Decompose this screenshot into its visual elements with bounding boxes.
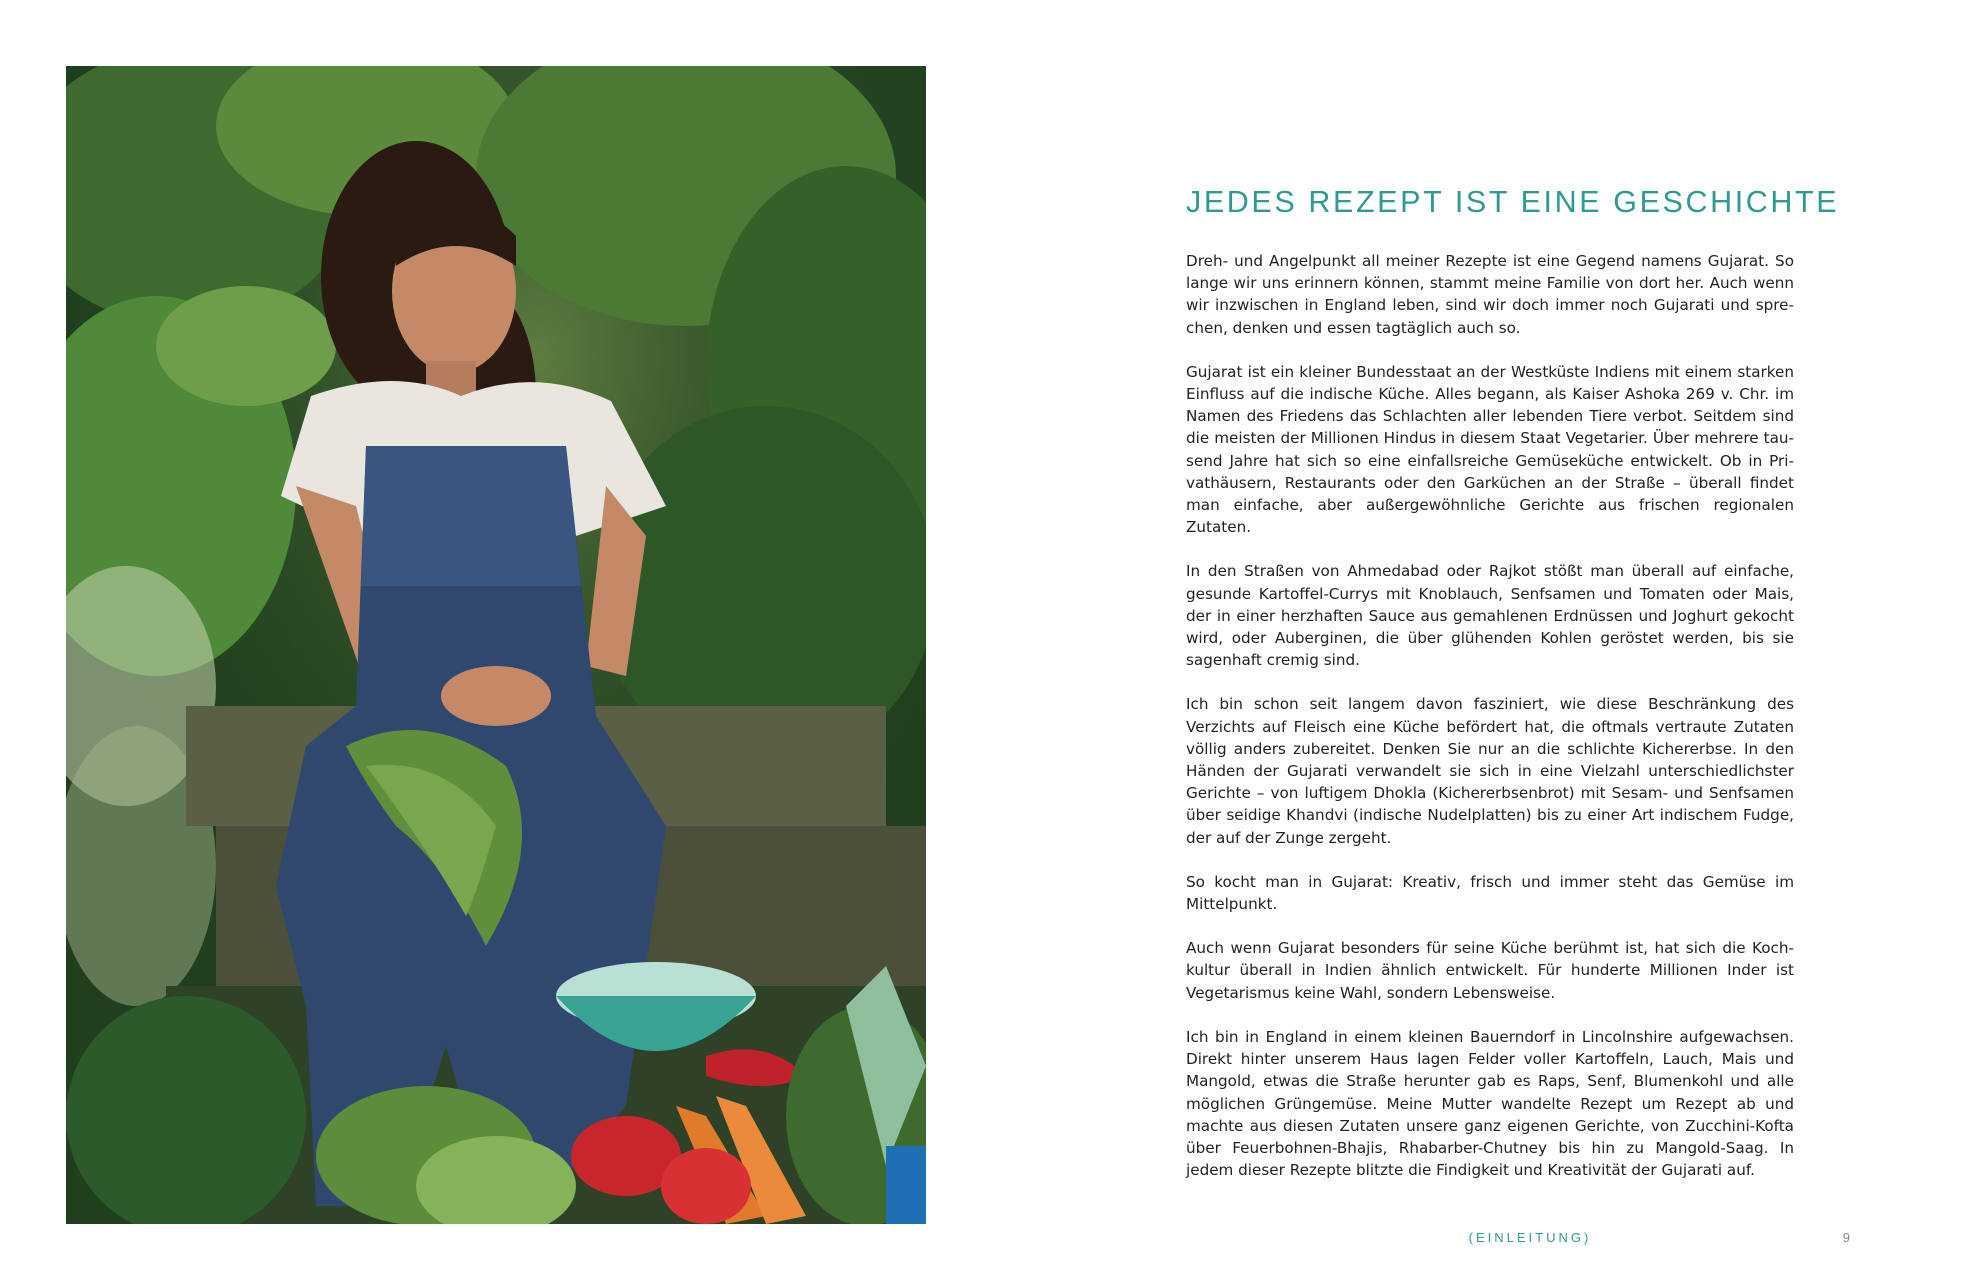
paragraph: Ich bin in England in einem kleinen Bauerndorf in Lincolnshire aufgewachsen. Direkt hinter unserem Haus lagen Felder voller Kartoffeln, Lauch, Mais und Mangold, etwas die Straße herunter gab es Raps, Senf, Blumenkohl und alle möglichen Grüngemüse. Meine Mutter wandelte Rezept um Rezept ab und machte aus diesen Zutaten unsere ganz eigenen Gerichte, von Zucchini-Kofta über Feuerbohnen-Bhajis, Rhabarber-Chutney bis hin zu Mangold-Saag. In jedem dieser Rezepte blitzte die Findigkeit und Kreativität der Gujarati auf. — [1186, 1027, 1794, 1180]
paragraph: In den Straßen von Ahmedabad oder Rajkot stößt man überall auf einfache, gesunde Kartoffel-Currys mit Knoblauch, Senfsamen und Tomaten oder Mais, der in einer herzhaften Sauce aus gemahlenen Erdnüssen und Joghurt gekocht wird, oder Auberginen, die über glühenden Kohlen geröstet werden, bis sie sagenhaft cremig sind. — [1186, 562, 1794, 670]
paragraph: Gujarat ist ein kleiner Bundesstaat an der Westküste Indiens mit einem starken Einfluss auf die indische Küche. Alles begann, als Kaiser Ashoka 269 v. Chr. im Namen des Friedens das Schlachten aller lebenden Tiere verbot. Seitdem sind die meisten der Millionen Hindus in diesem Staat Vegetarier. Über mehrere tausend Jahre hat sich so eine einfallsreiche Gemüseküche entwickelt. Ob in Privathäusern, Restaurants oder den Garküchen an der Straße – überall findet man einfache, aber außergewöhnliche Gerichte aus frischen regionalen Zutaten. — [1186, 362, 1794, 537]
paragraph: So kocht man in Gujarat: Kreativ, frisch und immer steht das Gemüse im Mittelpunkt. — [1186, 872, 1794, 914]
paragraph: Auch wenn Gujarat besonders für seine Küche berühmt ist, hat sich die Kochkultur überall in Indien ähnlich entwickelt. Für hunderte Millionen Inder ist Vegetarismus keine Wahl, sondern Lebensweise. — [1186, 939, 1794, 1002]
portrait-photo — [66, 66, 926, 1224]
chapter-heading: JEDES REZEPT IST EINE GESCHICHTE — [1186, 185, 1840, 219]
text-column — [1186, 180, 1840, 1203]
page-number: 9 — [1842, 1230, 1850, 1245]
running-footer-chapter: (EINLEITUNG) — [1468, 1230, 1592, 1245]
paragraph: Ich bin schon seit langem davon fasziniert, wie diese Beschränkung des Verzichts auf Fleisch eine Küche befördert hat, die oftmals vertraute Zutaten völlig anders zubereitet. Denken Sie nur an die schlichte Kichererbse. In den Händen der Gujarati verwandelt sie sich in eine Vielzahl unterschiedlichster Gerichte – von luftigem Dhokla (Kichererbsenbrot) mit Sesam- und Senfsamen über seidige Khandvi (indische Nudelplatten) bis zu einer Art indischem Fudge, der auf der Zunge zergeht. — [1186, 695, 1794, 847]
garden-portrait-illustration — [66, 66, 926, 1224]
paragraph: Dreh- und Angelpunkt all meiner Rezepte ist eine Gegend namens Gujarat. So lange wir uns erinnern können, stammt meine Familie von dort her. Auch wenn wir inzwischen in England leben, sind wir doch immer noch Gujarati und sprechen, denken und essen tagtäglich auch so. — [1186, 252, 1794, 337]
